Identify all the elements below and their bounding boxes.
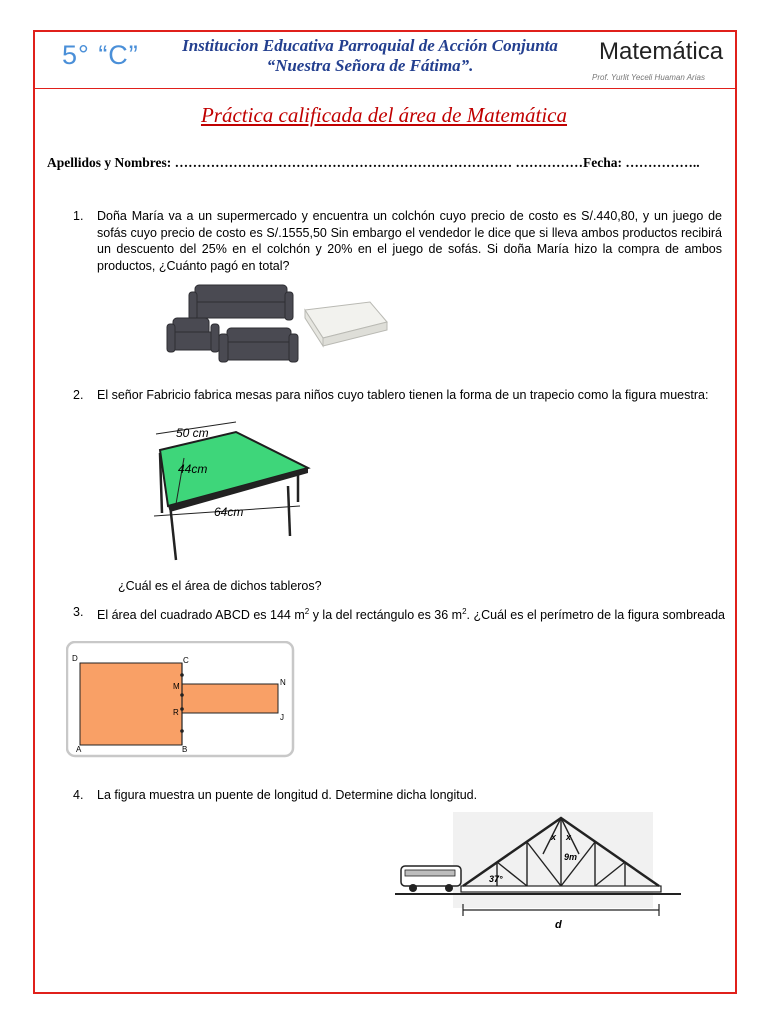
question-number: 3. (73, 605, 84, 619)
square-abcd (80, 663, 182, 745)
armchair-icon (167, 318, 219, 352)
superscript: 2 (304, 607, 310, 616)
trapezoid-table-figure (140, 418, 330, 568)
question-text: La figura muestra un puente de longitud d. Determine dicha longitud. (97, 788, 478, 802)
table-height-label: 44cm (178, 462, 208, 476)
bridge-x-left-label: x (551, 832, 557, 842)
point-r-label: R (173, 708, 179, 717)
bridge-height-label: 9m (564, 852, 578, 862)
bridge-x-right-label: x (566, 832, 572, 842)
superscript: 2 (462, 607, 467, 616)
bridge-figure (393, 810, 683, 940)
vertex-b-label: B (182, 745, 188, 754)
loveseat-icon (219, 328, 298, 362)
question-text-c: . ¿Cuál es el perímetro de la figura sombreada (466, 608, 726, 623)
table-bottom-length-label: 64cm (214, 505, 244, 519)
question-number: 4. (73, 788, 84, 802)
table-top-length-label: 50 cm (176, 426, 209, 440)
question-text-b: y la del rectángulo es 36 m (309, 608, 463, 623)
rectangle-mnjr (182, 684, 278, 713)
name-date-line: Apellidos y Nombres: ………………………………………………………………… ……………Fecha: …………….. (47, 155, 700, 170)
square-rectangle-figure (66, 641, 296, 759)
school-line-2: “Nuestra Señora de Fátima”. (266, 56, 474, 75)
question-number: 1. (73, 209, 84, 223)
school-line-1: Institucion Educativa Parroquial de Acción Conjunta (182, 36, 558, 55)
question-text: Doña María va a un supermercado y encuentra un colchón cuyo precio de costo es S/.440,80, y un juego de sofás cuyo precio de costo es S/.1555,50 Sin embargo el vendedor le dice que si lleva ambos productos recibirá un descuento del 25% en el colchón y 20% en el juego de sofás. Si doña María hizo la compra de ambos productos, ¿Cuánto pagó en total? (97, 209, 722, 273)
vertex-n-label: N (280, 678, 286, 687)
subject-title: Matemática (599, 38, 724, 65)
header-divider (35, 88, 735, 89)
sofa-mattress-image (165, 280, 390, 368)
sofa-icon (189, 285, 293, 320)
point-m-label: M (173, 682, 180, 691)
vertex-c-label: C (183, 656, 189, 665)
teacher-name: Prof. Yurlit Yeceli Huaman Arias (592, 73, 705, 82)
question-text: El señor Fabricio fabrica mesas para niños cuyo tablero tienen la forma de un trapecio como la figura muestra: (97, 388, 709, 402)
bridge-length-label: d (555, 919, 562, 931)
question-text-a: El área del cuadrado ABCD es 144 m (97, 608, 305, 623)
question-3 (73, 604, 737, 624)
grade-label: 5° “C” (62, 40, 139, 70)
vertex-j-label: J (280, 713, 284, 722)
question-2-prompt: ¿Cuál es el área de dichos tableros? (118, 579, 322, 593)
bus-icon (401, 866, 461, 892)
vertex-d-label: D (72, 654, 78, 663)
question-number: 2. (73, 388, 84, 402)
question-4 (73, 787, 478, 804)
question-2 (73, 387, 737, 404)
vertex-a-label: A (76, 745, 82, 754)
mattress-icon (305, 302, 387, 346)
bridge-angle-label: 37° (489, 874, 503, 884)
page-title: Práctica calificada del área de Matemática (200, 103, 568, 127)
school-name (150, 36, 590, 76)
question-1 (73, 208, 722, 274)
